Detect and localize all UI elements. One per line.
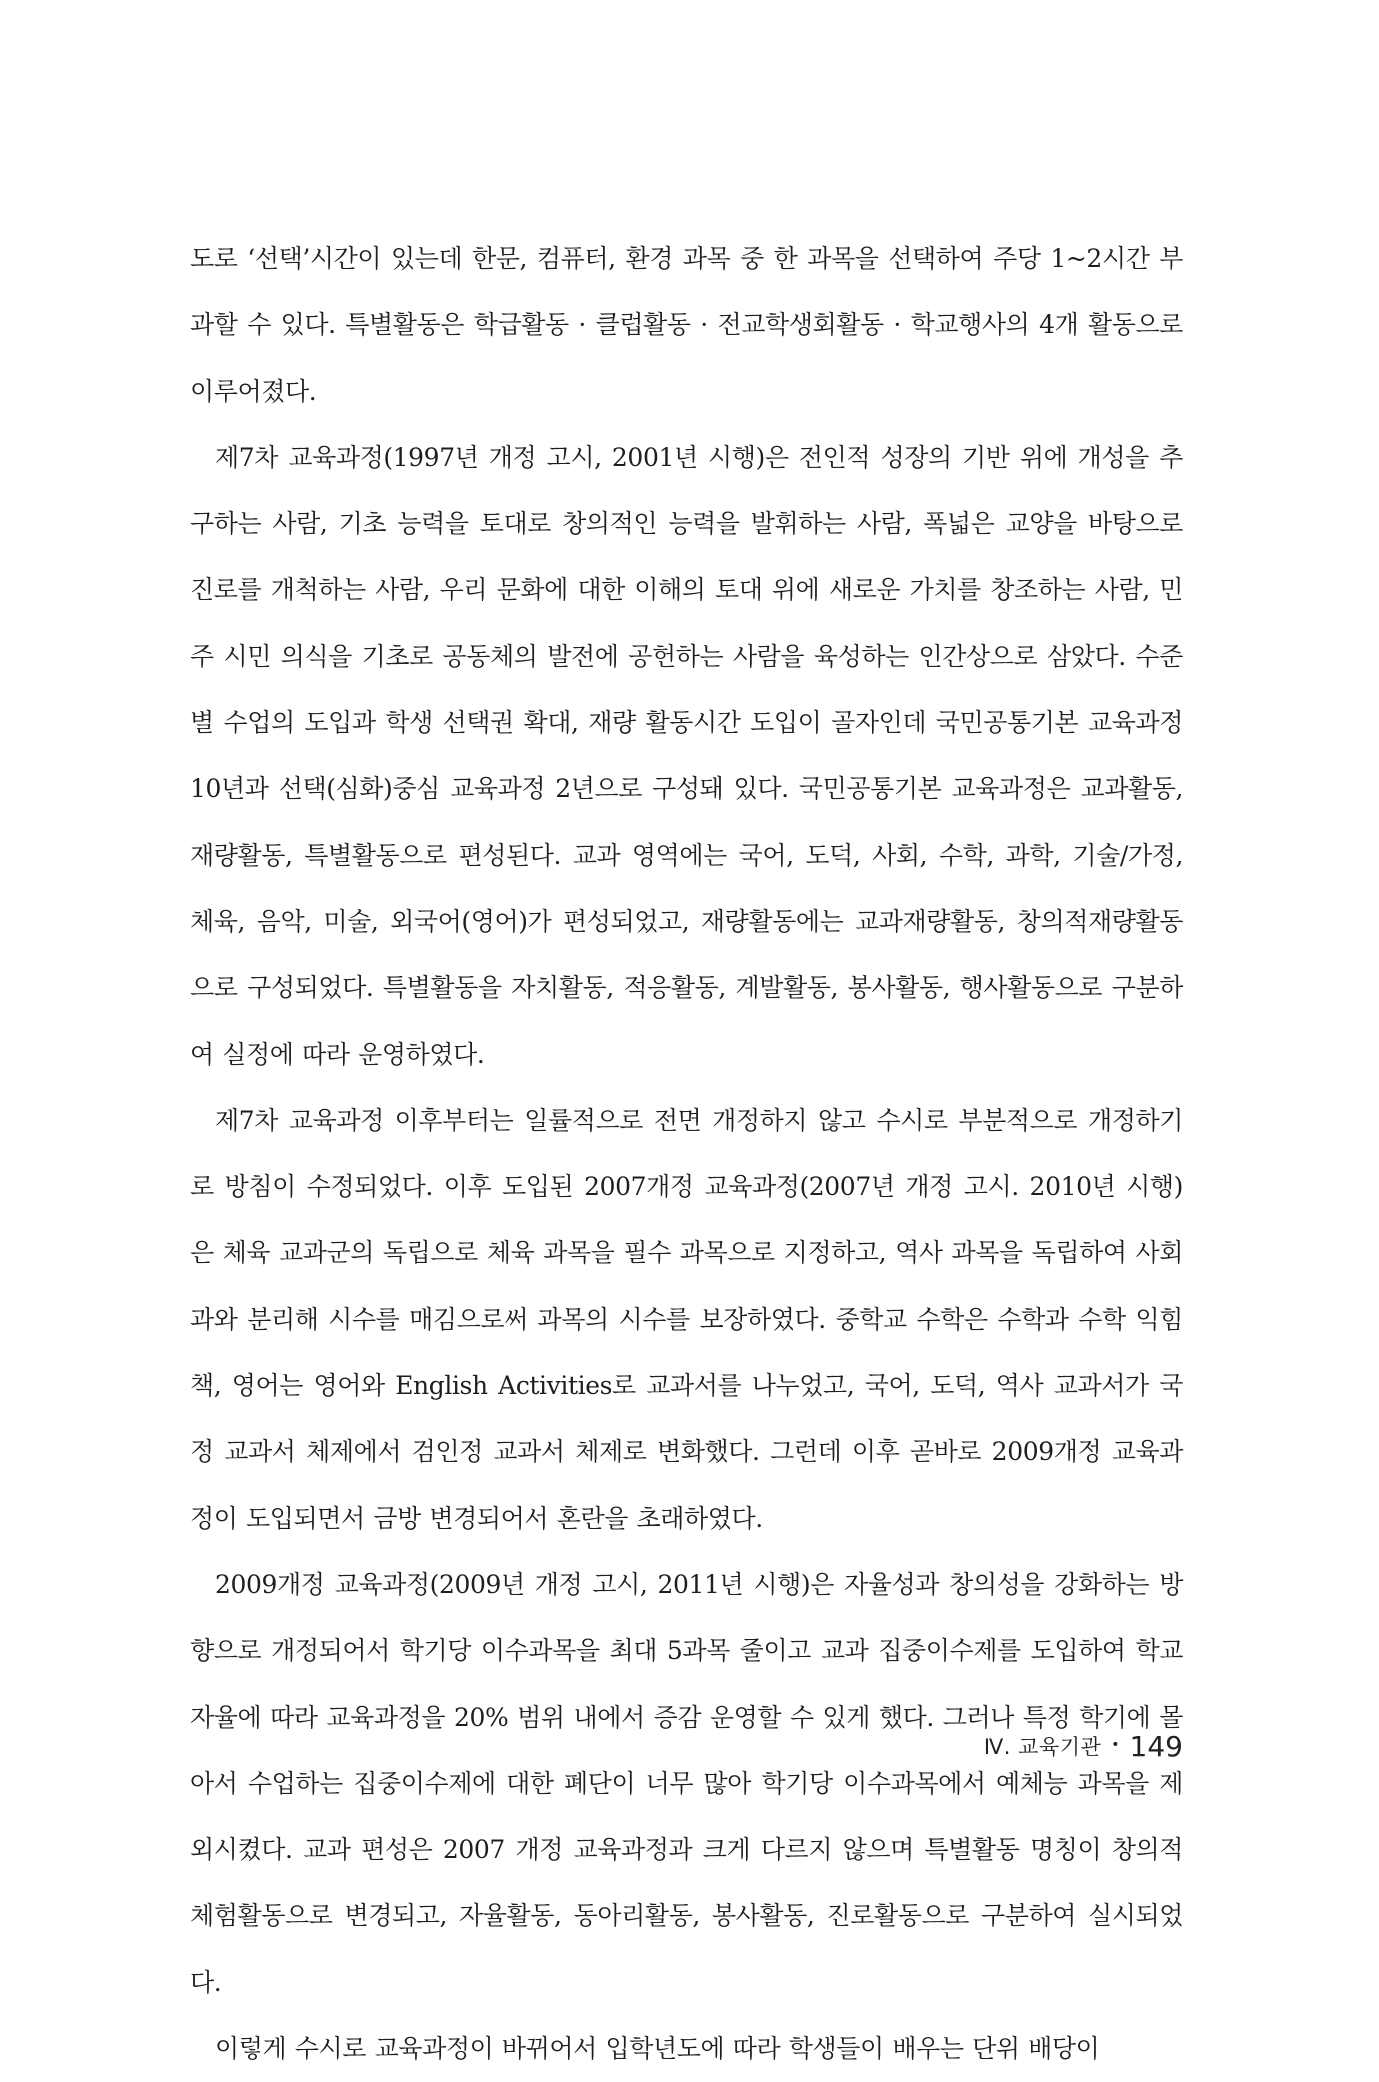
paragraph-7th-curriculum: 제7차 교육과정(1997년 개정 고시, 2001년 시행)은 전인적 성장의 기반 위에 개성을 추구하는 사람, 기초 능력을 토대로 창의적인 능력을 발휘하는 사람, 폭넓은 교양을 바탕으로 진로를 개척하는 사람, 우리 문화에 대한 이해의 토대 위에 새로운 가치를 창조하는 사람, 민주 시민 의식을 기초로 공동체의 발전에 공헌하는 사람을 육성하는 인간상으로 삼았다. 수준별 수업의 도입과 학생 선택권 확대, 재량 활동시간 도입이 골자인데 국민공통기본 교육과정 10년과 선택(심화)중심 교육과정 2년으로 구성돼 있다. 국민공통기본 교육과정은 교과활동, 재량활동, 특별활동으로 편성된다. 교과 영역에는 국어, 도덕, 사회, 수학, 과학, 기술/가정, 체육, 음악, 미술, 외국어(영어)가 편성되었고, 재량활동에는 교과재량활동, 창의적재량활동으로 구성되었다. 특별활동을 자치활동, 적응활동, 계발활동, 봉사활동, 행사활동으로 구분하여 실정에 따라 운영하였다. <box>190 442 1183 1069</box>
paragraph-2009-revision: 2009개정 교육과정(2009년 개정 고시, 2011년 시행)은 자율성과 창의성을 강화하는 방향으로 개정되어서 학기당 이수과목을 최대 5과목 줄이고 교과 집중이수제를 도입하여 학교 자율에 따라 교육과정을 20% 범위 내에서 증감 운영할 수 있게 했다. 그러나 특정 학기에 몰아서 수업하는 집중이수제에 대한 폐단이 너무 많아 학기당 이수과목에서 예체능 과목을 제외시켰다. 교과 편성은 2007 개정 교육과정과 크게 다르지 않으며 특별활동 명칭이 창의적체험활동으로 변경되고, 자율활동, 동아리활동, 봉사활동, 진로활동으로 구분하여 실시되었다. <box>190 1569 1183 1997</box>
chapter-label: Ⅳ. 교육기관 <box>983 1735 1102 1759</box>
paragraph-frequent-changes: 이렇게 수시로 교육과정이 바뀌어서 입학년도에 따라 학생들이 배우는 단위 배당이 <box>215 2034 1100 2064</box>
paragraph-continued: 도로 ‘선택’시간이 있는데 한문, 컴퓨터, 환경 과목 중 한 과목을 선택하여 주당 1~2시간 부과할 수 있다. 특별활동은 학급활동 · 클럽활동 · 전교학생회활동 · 학교행사의 4개 활동으로 이루어졌다. <box>190 244 1183 406</box>
page-footer <box>984 1726 1183 1766</box>
body-text <box>190 226 1183 2082</box>
paragraph-2007-revision: 제7차 교육과정 이후부터는 일률적으로 전면 개정하지 않고 수시로 부분적으로 개정하기로 방침이 수정되었다. 이후 도입된 2007개정 교육과정(2007년 개정 고시. 2010년 시행)은 체육 교과군의 독립으로 체육 과목을 필수 과목으로 지정하고, 역사 과목을 독립하여 사회과와 분리해 시수를 매김으로써 과목의 시수를 보장하였다. 중학교 수학은 수학과 수학 익힘책, 영어는 영어와 English Activities로 교과서를 나누었고, 국어, 도덕, 역사 교과서가 국정 교과서 체제에서 검인정 교과서 체제로 변화했다. 그런데 이후 곧바로 2009개정 교육과정이 도입되면서 금방 변경되어서 혼란을 초래하였다. <box>190 1105 1183 1533</box>
bullet-separator: • <box>1111 1737 1120 1753</box>
page-number: 149 <box>1129 1729 1183 1763</box>
